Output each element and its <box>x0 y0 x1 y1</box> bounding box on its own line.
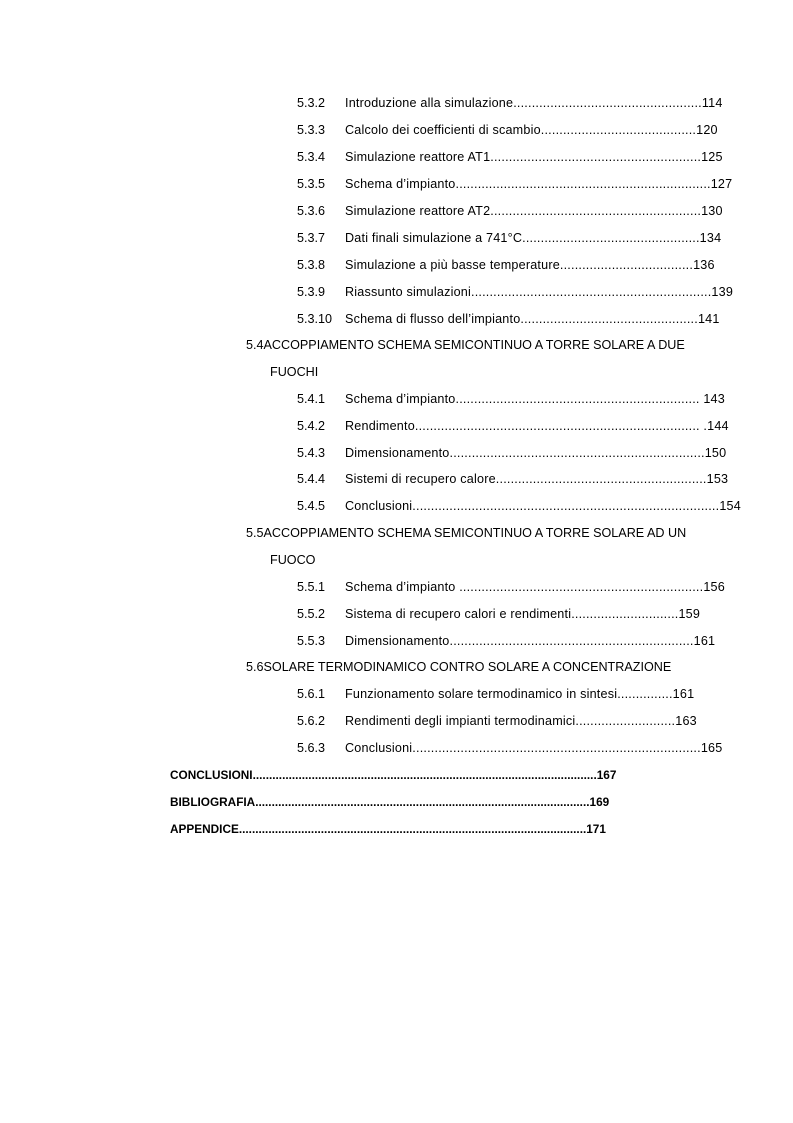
entry-number: 5.3.4 <box>297 150 326 164</box>
toc-entry-5-3-7 <box>297 231 721 245</box>
entry-text: Funzionamento solare termodinamico in sintesi...............161 <box>345 687 695 701</box>
entry-text: Introduzione alla simulazione...................................................114 <box>345 96 723 110</box>
entry-text: Calcolo dei coefficienti di scambio..........................................120 <box>345 123 718 137</box>
toc-entry-5-6-3 <box>297 741 722 755</box>
toc-section-5-5-cont <box>270 553 315 567</box>
toc-section-5-6 <box>246 660 671 674</box>
entry-text: Schema d’impianto.....................................................................127 <box>345 177 733 191</box>
entry-number: 5.6.2 <box>297 714 326 728</box>
entry-number: 5.4.4 <box>297 472 326 486</box>
entry-number: 5.3.8 <box>297 258 326 272</box>
entry-number: 5.6.3 <box>297 741 326 755</box>
entry-text: Riassunto simulazioni.................................................................139 <box>345 285 734 299</box>
entry-number: 5.3.6 <box>297 204 326 218</box>
entry-number: 5.5.1 <box>297 580 326 594</box>
entry-text: BIBLIOGRAFIA......................................................................................................169 <box>170 795 610 809</box>
entry-number: 5.3.5 <box>297 177 326 191</box>
entry-text: Schema di flusso dell’impianto................................................141 <box>345 312 720 326</box>
section-title-continued: FUOCO <box>270 553 316 567</box>
entry-number: 5.3.2 <box>297 96 326 110</box>
entry-text: Schema d’impianto.................................................................. 143 <box>345 392 725 406</box>
toc-entry-5-6-1 <box>297 687 694 701</box>
toc-entry-5-3-5 <box>297 177 732 191</box>
toc-section-5-5 <box>246 526 686 540</box>
section-title: 5.5ACCOPPIAMENTO SCHEMA SEMICONTINUO A TORRE SOLARE AD UN <box>246 526 687 540</box>
toc-entry-5-3-3 <box>297 123 718 137</box>
entry-number: 5.3.7 <box>297 231 326 245</box>
entry-text: Simulazione reattore AT2.........................................................130 <box>345 204 723 218</box>
toc-entry-5-5-2 <box>297 607 700 621</box>
toc-entry-5-4-2 <box>297 419 729 433</box>
entry-number: 5.6.1 <box>297 687 326 701</box>
entry-number: 5.5.3 <box>297 634 326 648</box>
toc-entry-5-4-1 <box>297 392 725 406</box>
toc-entry-5-3-10 <box>297 312 720 326</box>
toc-section-5-4 <box>246 338 685 352</box>
toc-entry-5-4-4 <box>297 472 728 486</box>
entry-number: 5.3.3 <box>297 123 326 137</box>
section-title-continued: FUOCHI <box>270 365 319 379</box>
section-title: 5.6SOLARE TERMODINAMICO CONTRO SOLARE A CONCENTRAZIONE <box>246 660 672 674</box>
entry-text: Schema d’impianto ..................................................................156 <box>345 580 725 594</box>
toc-conclusioni <box>170 768 616 782</box>
entry-text: Simulazione a più basse temperature....................................136 <box>345 258 715 272</box>
toc-entry-5-3-9 <box>297 285 733 299</box>
entry-number: 5.4.5 <box>297 499 326 513</box>
entry-number: 5.5.2 <box>297 607 326 621</box>
entry-text: Conclusioni...................................................................................154 <box>345 499 741 513</box>
toc-entry-5-5-3 <box>297 634 715 648</box>
entry-text: Simulazione reattore AT1.........................................................125 <box>345 150 723 164</box>
entry-text: Dimensionamento..................................................................161 <box>345 634 716 648</box>
toc-entry-5-4-5 <box>297 499 741 513</box>
entry-text: CONCLUSIONI.........................................................................................................167 <box>170 768 617 782</box>
toc-entry-5-3-8 <box>297 258 715 272</box>
toc-entry-5-3-4 <box>297 150 723 164</box>
toc-entry-5-3-2 <box>297 96 723 110</box>
toc-entry-5-3-6 <box>297 204 723 218</box>
entry-text: APPENDICE..........................................................................................................171 <box>170 822 606 836</box>
entry-text: Rendimenti degli impianti termodinamici...........................163 <box>345 714 697 728</box>
toc-entry-5-5-1 <box>297 580 725 594</box>
entry-text: Sistema di recupero calori e rendimenti.............................159 <box>345 607 701 621</box>
entry-text: Conclusioni..............................................................................165 <box>345 741 723 755</box>
toc-entry-5-6-2 <box>297 714 697 728</box>
entry-number: 5.4.2 <box>297 419 326 433</box>
toc-entry-5-4-3 <box>297 446 726 460</box>
entry-text: Rendimento............................................................................. .144 <box>345 419 729 433</box>
entry-number: 5.4.3 <box>297 446 326 460</box>
entry-text: Dati finali simulazione a 741°C................................................134 <box>345 231 722 245</box>
toc-appendice <box>170 822 606 836</box>
toc-section-5-4-cont <box>270 365 318 379</box>
entry-text: Dimensionamento.....................................................................150 <box>345 446 727 460</box>
entry-number: 5.3.10 <box>297 312 333 326</box>
entry-number: 5.4.1 <box>297 392 326 406</box>
toc-bibliografia <box>170 795 609 809</box>
section-title: 5.4ACCOPPIAMENTO SCHEMA SEMICONTINUO A TORRE SOLARE A DUE <box>246 338 685 352</box>
entry-number: 5.3.9 <box>297 285 326 299</box>
entry-text: Sistemi di recupero calore.........................................................153 <box>345 472 729 486</box>
